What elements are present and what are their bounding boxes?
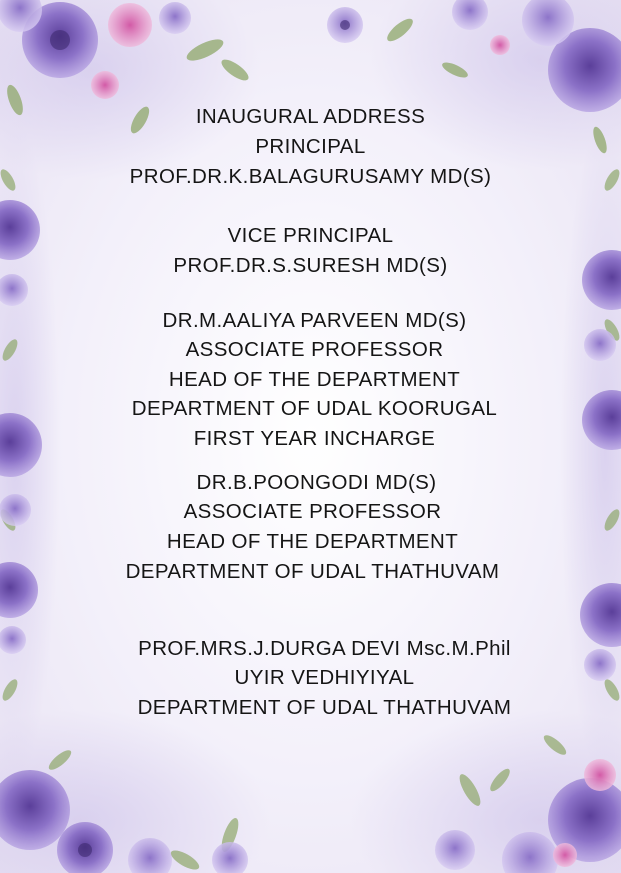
aaliya-parveen-designation: ASSOCIATE PROFESSOR <box>185 338 444 361</box>
poongodi-name: DR.B.POONGODI MD(S) <box>196 471 437 494</box>
durga-devi-department: DEPARTMENT OF UDAL THATHUVAM <box>137 696 512 719</box>
inaugural-address-heading: INAUGURAL ADDRESS <box>195 105 426 128</box>
durga-devi-name: PROF.MRS.J.DURGA DEVI Msc.M.Phil <box>138 637 511 660</box>
aaliya-parveen-role: HEAD OF THE DEPARTMENT <box>168 368 461 391</box>
poongodi-department: DEPARTMENT OF UDAL THATHUVAM <box>125 560 500 583</box>
vice-principal-title: VICE PRINCIPAL <box>227 224 394 247</box>
aaliya-parveen-incharge: FIRST YEAR INCHARGE <box>193 427 436 450</box>
aaliya-parveen-department: DEPARTMENT OF UDAL KOORUGAL <box>131 397 498 420</box>
durga-devi-subject: UYIR VEDHIYIYAL <box>234 666 415 689</box>
poongodi-role: HEAD OF THE DEPARTMENT <box>166 530 459 553</box>
aaliya-parveen-name: DR.M.AALIYA PARVEEN MD(S) <box>162 309 467 332</box>
vice-principal-name: PROF.DR.S.SURESH MD(S) <box>173 254 448 277</box>
principal-title: PRINCIPAL <box>255 135 366 158</box>
poongodi-designation: ASSOCIATE PROFESSOR <box>183 500 442 523</box>
principal-name: PROF.DR.K.BALAGURUSAMY MD(S) <box>129 165 492 188</box>
